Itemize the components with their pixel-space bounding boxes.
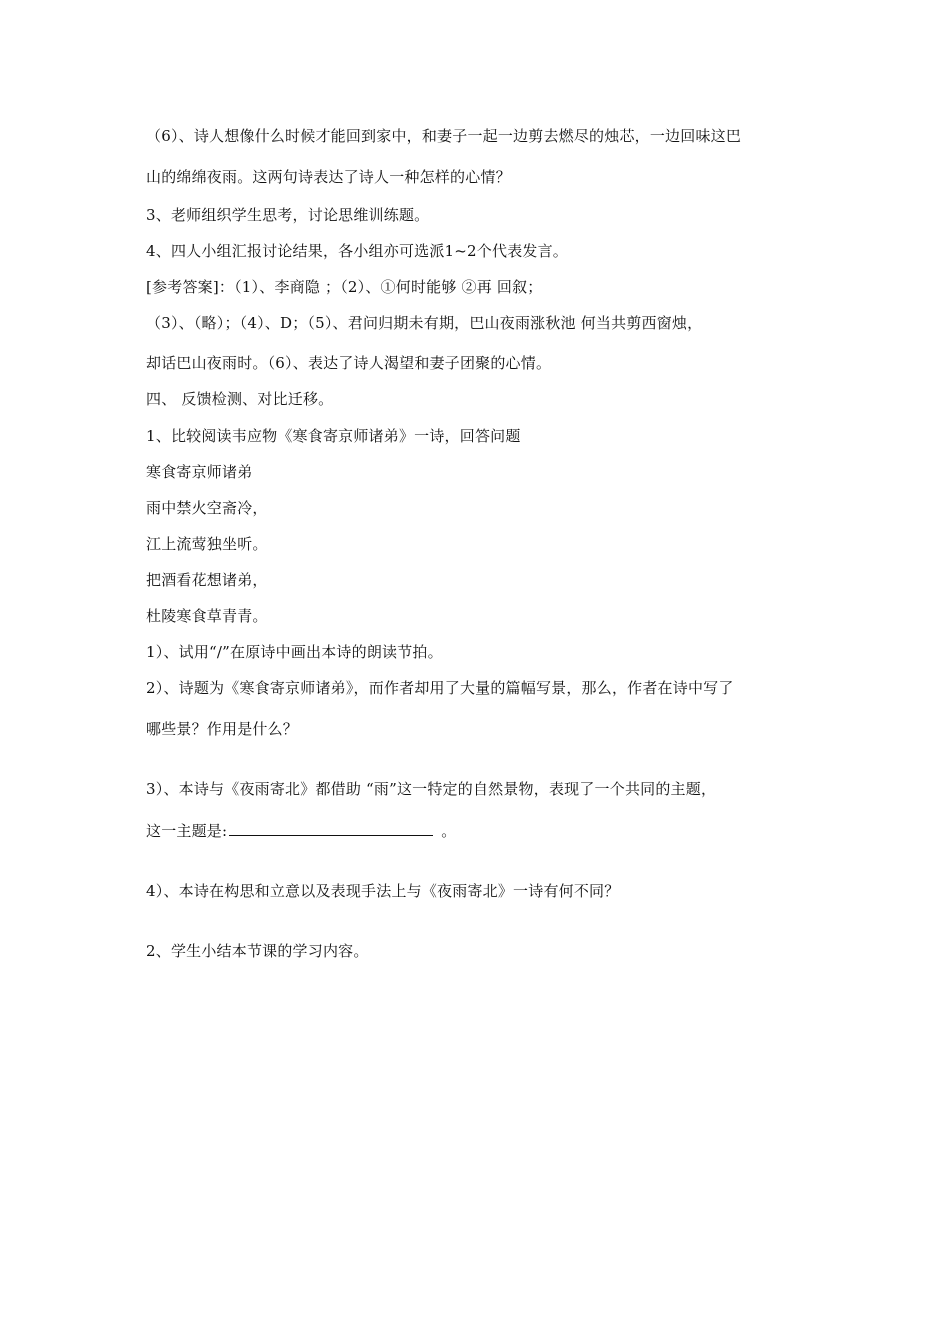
poem-title: 寒食寄京师诸弟	[146, 463, 253, 481]
reference-answer-line-3: 却话巴山夜雨时。（6）、表达了诗人渴望和妻子团聚的心情。	[146, 354, 552, 372]
step-3-text: 3、老师组织学生思考，讨论思维训练题。	[146, 206, 430, 224]
step-4-text: 4、四人小组汇报讨论结果，各小组亦可选派1~2个代表发言。	[146, 242, 569, 260]
question-6-line-2: 山的绵绵夜雨。这两句诗表达了诗人一种怎样的心情？	[146, 168, 511, 186]
poem-line-2: 江上流莺独坐听。	[146, 535, 268, 553]
step-2-summary: 2、学生小结本节课的学习内容。	[146, 942, 369, 960]
exercise-1-intro: 1、比较阅读韦应物《寒食寄京师诸弟》一诗，回答问题	[146, 427, 521, 445]
reference-answer-line-1: [参考答案]：（1）、李商隐 ；（2）、①何时能够 ②再 回叙；	[146, 278, 543, 296]
poem-line-4: 杜陵寒食草青青。	[146, 607, 268, 625]
question-6-line-1: （6）、诗人想像什么时候才能回到家中，和妻子一起一边剪去燃尽的烛芯，一边回味这巴	[146, 127, 742, 145]
sub-question-2-line-1: 2）、诗题为《寒食寄京师诸弟》，而作者却用了大量的篇幅写景，那么，作者在诗中写了	[146, 679, 734, 697]
poem-line-3: 把酒看花想诸弟，	[146, 571, 268, 589]
sub-question-2-line-2: 哪些景？作用是什么？	[146, 720, 299, 738]
section-4-heading: 四、 反馈检测、对比迁移。	[146, 390, 334, 408]
sub-question-3-line-2	[146, 821, 816, 841]
reference-answer-line-2: （3）、（略）；（4）、D；（5）、君问归期未有期，巴山夜雨涨秋池 何当共剪西窗烛，	[146, 314, 703, 332]
sub-question-1: 1）、试用“/”在原诗中画出本诗的朗读节拍。	[146, 643, 443, 661]
theme-period: 。	[441, 822, 457, 840]
sub-question-4: 4）、本诗在构思和立意以及表现手法上与《夜雨寄北》一诗有何不同？	[146, 882, 620, 900]
sub-question-3-line-1: 3）、本诗与《夜雨寄北》都借助 “雨”这一特定的自然景物，表现了一个共同的主题，	[146, 780, 717, 798]
poem-line-1: 雨中禁火空斋冷，	[146, 499, 268, 517]
answer-blank[interactable]	[229, 821, 433, 836]
theme-label: 这一主题是:	[146, 822, 228, 840]
